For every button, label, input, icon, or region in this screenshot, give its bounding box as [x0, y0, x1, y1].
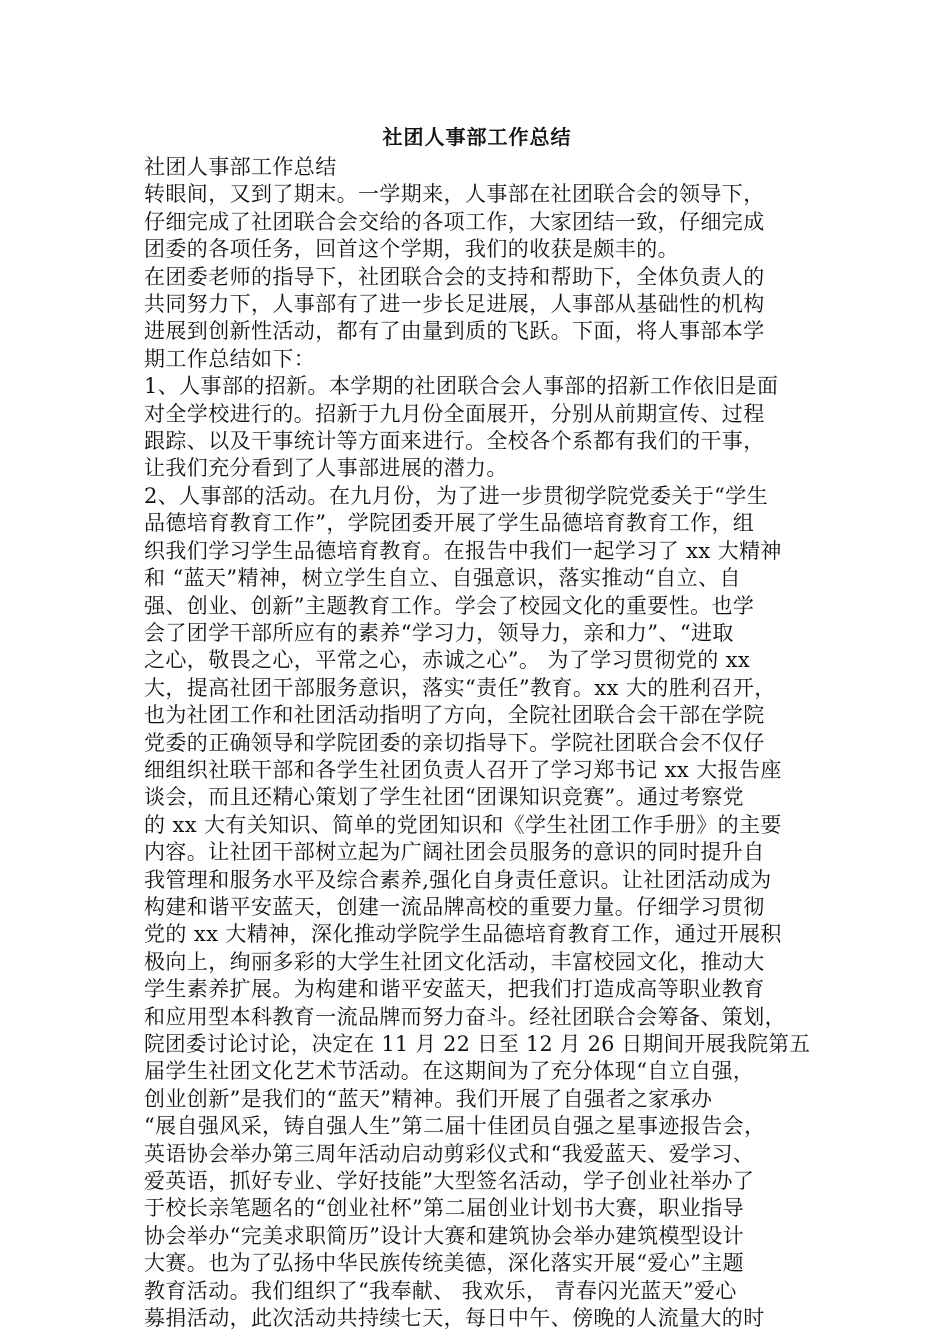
body-line: 极向上，绚丽多彩的大学生社团文化活动，丰富校园文化，推动大 [144, 949, 765, 974]
body-line: 在团委老师的指导下，社团联合会的支持和帮助下，全体负责人的 [144, 264, 765, 289]
body-line: 学生素养扩展。为构建和谐平安蓝天，把我们打造成高等职业教育 [144, 977, 765, 1002]
body-line: 社团人事部工作总结 [144, 155, 337, 179]
body-line: 大，提高社团干部服务意识，落实“责任”教育。xx 大的胜利召开， [144, 675, 776, 700]
body-line: 让我们充分看到了人事部进展的潜力。 [144, 456, 508, 481]
document-body [144, 154, 810, 1332]
body-line: 织我们学习学生品德培育教育。在报告中我们一起学习了 xx 大精神 [144, 538, 782, 563]
body-line: 协会举办“完美求职简历”设计大赛和建筑协会举办建筑模型设计 [144, 1223, 745, 1248]
body-line: 转眼间，又到了期末。一学期来，人事部在社团联合会的领导下， [144, 182, 765, 207]
body-line: 于校长亲笔题名的“创业社杯”第二届创业计划书大赛，职业指导 [144, 1196, 745, 1221]
body-line: 党的 xx 大精神，深化推动学院学生品德培育教育工作，通过开展积 [144, 922, 782, 947]
body-line: 我管理和服务水平及综合素养,强化自身责任意识。让社团活动成为 [144, 867, 772, 892]
body-line: 对全学校进行的。招新于九月份全面展开，分别从前期宣传、过程 [144, 401, 765, 426]
body-line: 会了团学干部所应有的素养“学习力，领导力，亲和力”、“进取 [144, 620, 734, 645]
body-line: 院团委讨论讨论，决定在 11 月 22 日至 12 月 26 日期间开展我院第五 [144, 1032, 811, 1056]
body-line: 教育活动。我们组织了“我奉献、 我欢乐， 青春闪光蓝天”爱心 [144, 1278, 737, 1303]
body-line: 内容。让社团干部树立起为广阔社团会员服务的意识的同时提升自 [144, 840, 765, 865]
body-line: 党委的正确领导和学院团委的亲切指导下。学院社团联合会不仅仔 [144, 730, 765, 755]
body-line: 品德培育教育工作”，学院团委开展了学生品德培育教育工作，组 [144, 511, 755, 536]
body-line: 届学生社团文化艺术节活动。在这期间为了充分体现“自立自强， [144, 1059, 755, 1084]
body-line: 和应用型本科教育一流品牌而努力奋斗。经社团联合会筹备、策划， [144, 1004, 786, 1029]
body-line: 强、创业、创新”主题教育工作。学会了校园文化的重要性。也学 [144, 593, 755, 618]
document-title: 社团人事部工作总结 [382, 125, 572, 149]
body-line: 和 “蓝天”精神，树立学生自立、自强意识，落实推动“自立、自 [144, 566, 741, 591]
body-line: 谈会，而且还精心策划了学生社团“团课知识竞赛”。通过考察党 [144, 785, 745, 810]
body-line: 细组织社联干部和各学生社团负责人召开了学习郑书记 xx 大报告座 [144, 757, 782, 782]
body-line: 团委的各项任务，回首这个学期，我们的收获是颇丰的。 [144, 237, 679, 262]
body-line: 2、人事部的活动。在九月份，为了进一步贯彻学院党委关于“学生 [144, 483, 769, 508]
body-line: 大赛。也为了弘扬中华民族传统美德，深化落实开展“爱心”主题 [144, 1251, 745, 1276]
body-line: 也为社团工作和社团活动指明了方向，全院社团联合会干部在学院 [144, 703, 765, 728]
body-line: 之心，敬畏之心，平常之心，赤诚之心”。 为了学习贯彻党的 xx [144, 648, 751, 673]
body-line: 创业创新”是我们的“蓝天”精神。我们开展了自强者之家承办 [144, 1086, 713, 1111]
body-line: 共同努力下，人事部有了进一步长足进展，人事部从基础性的机构 [144, 292, 765, 317]
body-line: 1、人事部的招新。本学期的社团联合会人事部的招新工作依旧是面 [144, 374, 779, 399]
body-line: 的 xx 大有关知识、简单的党团知识和《学生社团工作手册》的主要 [144, 812, 782, 837]
body-line: 构建和谐平安蓝天，创建一流品牌高校的重要力量。仔细学习贯彻 [144, 894, 765, 919]
body-line: 英语协会举办第三周年活动启动剪彩仪式和“我爱蓝天、爱学习、 [144, 1141, 755, 1166]
body-line: 爱英语，抓好专业、学好技能”大型签名活动，学子创业社举办了 [144, 1169, 755, 1194]
body-line: “展自强风采，铸自强人生”第二届十佳团员自强之星事迹报告会， [144, 1114, 766, 1139]
body-line: 募捐活动，此次活动共持续七天，每日中午、傍晚的人流量大的时 [144, 1306, 765, 1331]
body-line: 期工作总结如下： [144, 346, 316, 371]
body-line: 跟踪、以及干事统计等方面来进行。全校各个系都有我们的干事， [144, 429, 765, 454]
body-line: 仔细完成了社团联合会交给的各项工作，大家团结一致，仔细完成 [144, 209, 765, 234]
document-page [144, 116, 810, 1332]
body-line: 进展到创新性活动，都有了由量到质的飞跃。下面，将人事部本学 [144, 319, 765, 344]
